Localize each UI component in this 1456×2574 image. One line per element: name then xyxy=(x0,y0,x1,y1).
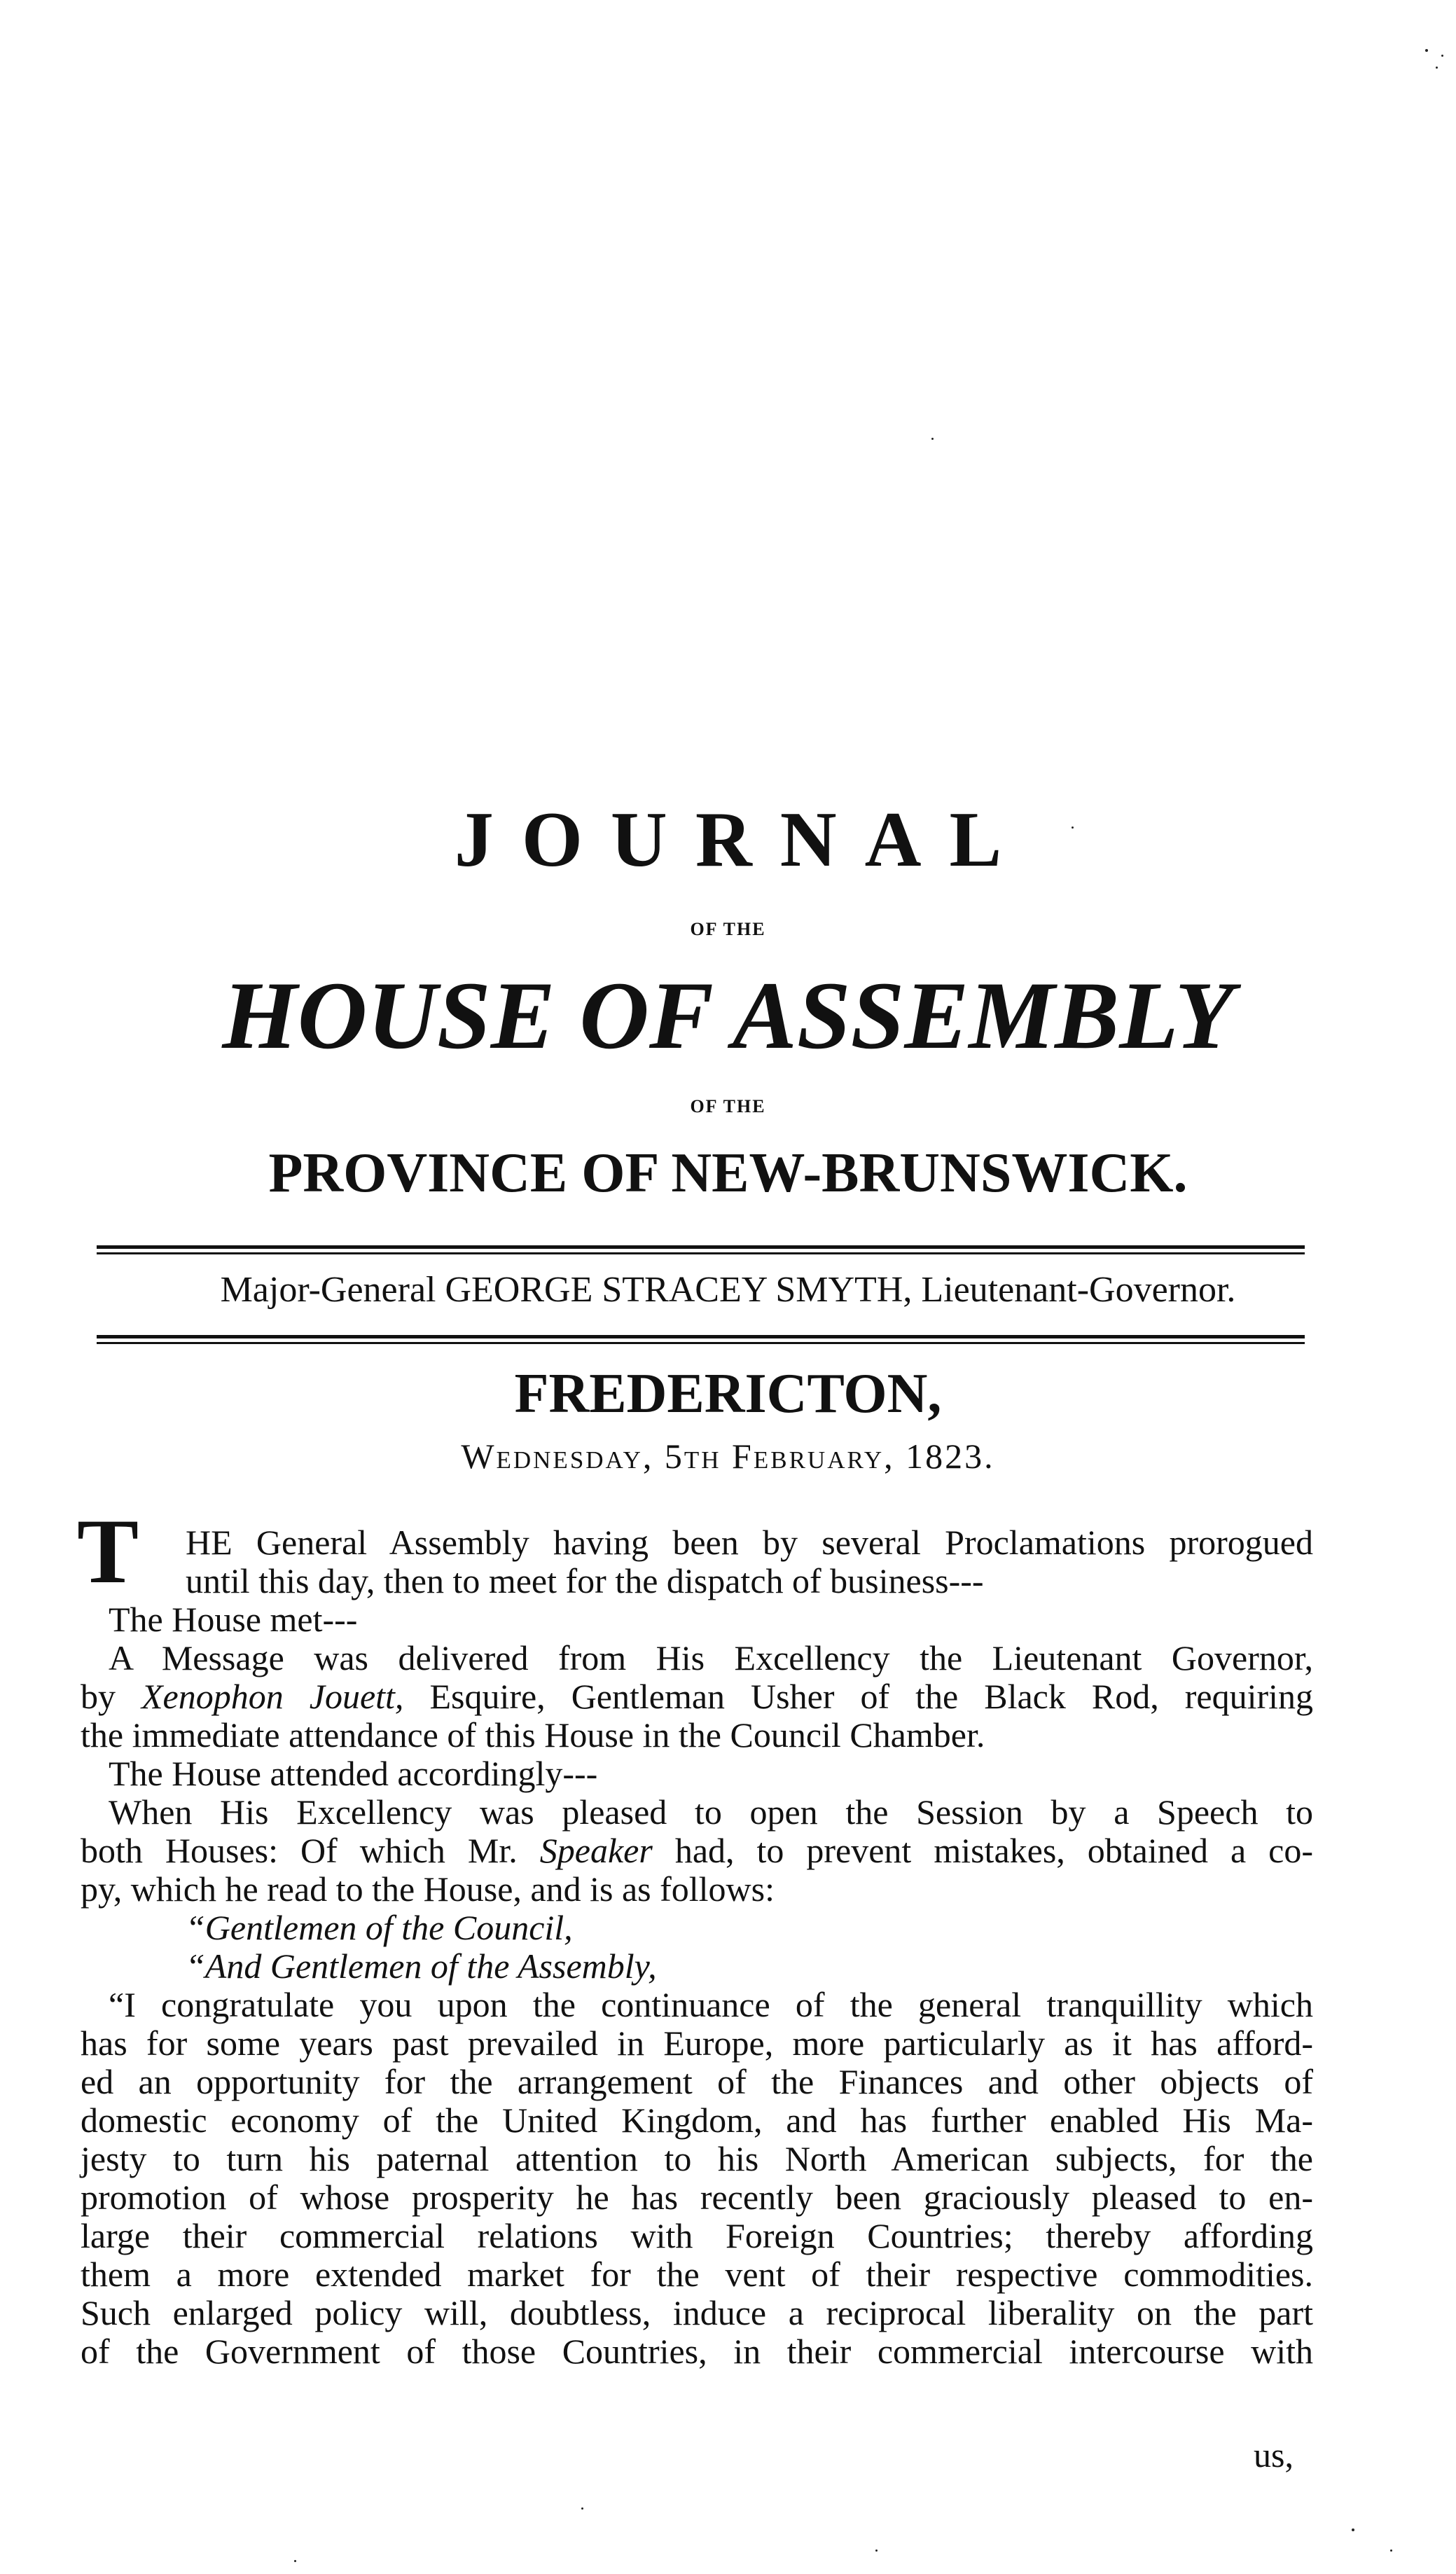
text-line: the immediate attendance of this House in the Council Chamber. xyxy=(81,1715,985,1755)
body-text xyxy=(81,1523,1313,2371)
text-line: ed an opportunity for the arrangement of the Finances and other objects of xyxy=(81,2062,1313,2101)
text-line: large their commercial relations with Foreign Countries; thereby affording xyxy=(81,2216,1313,2255)
scan-speck xyxy=(581,2507,583,2510)
scan-speck xyxy=(931,438,934,440)
text-line: domestic economy of the United Kingdom, and has further enabled His Ma- xyxy=(81,2101,1313,2140)
double-rule-divider xyxy=(97,1335,1305,1344)
scan-speck xyxy=(875,2549,878,2552)
title-house-of-assembly: HOUSE OF ASSEMBLY xyxy=(222,962,1234,1069)
title-province: PROVINCE OF NEW-BRUNSWICK. xyxy=(268,1142,1188,1204)
salutation-line: “And Gentlemen of the Assembly, xyxy=(186,1946,657,1986)
text-line: py, which he read to the House, and is as follows: xyxy=(81,1869,775,1909)
of-the-label: OF THE xyxy=(690,919,766,939)
of-the-label: OF THE xyxy=(690,1096,766,1116)
drop-cap: T xyxy=(77,1500,139,1603)
double-rule-divider xyxy=(97,1245,1305,1254)
text-line: “I congratulate you upon the continuance of the general tranquillity which xyxy=(109,1985,1313,2024)
text-line: until this day, then to meet for the dispatch of business--- xyxy=(186,1561,984,1600)
text-line: A Message was delivered from His Excellency the Lieutenant Governor, xyxy=(109,1638,1313,1677)
text-run: by xyxy=(81,1677,142,1716)
text-line: of the Government of those Countries, in their commercial intercourse with xyxy=(81,2332,1313,2371)
place-heading: FREDERICTON, xyxy=(514,1363,942,1425)
text-line xyxy=(81,1832,1313,1870)
scan-speck xyxy=(294,2560,296,2562)
text-line: The House attended accordingly--- xyxy=(109,1754,598,1793)
scan-speck xyxy=(1425,49,1428,52)
text-line: The House met--- xyxy=(109,1600,358,1639)
text-line xyxy=(81,1677,1313,1716)
text-run-italic: Speaker xyxy=(539,1831,653,1870)
text-run: had, to prevent mistakes, obtained a co- xyxy=(652,1831,1313,1870)
text-run-italic: Xenophon Jouett, xyxy=(141,1677,404,1716)
text-run: both Houses: Of which Mr. xyxy=(81,1831,540,1870)
scan-speck xyxy=(1352,2528,1354,2531)
scan-speck xyxy=(1072,826,1074,829)
text-line: Such enlarged policy will, doubtless, induce a reciprocal liberality on the part xyxy=(81,2293,1313,2332)
catchword: us, xyxy=(1254,2435,1294,2475)
salutation-line: “Gentlemen of the Council, xyxy=(186,1908,573,1947)
text-line: has for some years past prevailed in Europe, more particularly as it has afford- xyxy=(81,2023,1313,2063)
scan-speck xyxy=(1390,2549,1392,2552)
text-line: promotion of whose prosperity he has recently been graciously pleased to en- xyxy=(81,2178,1313,2217)
text-line: them a more extended market for the vent of their respective commodities. xyxy=(81,2255,1313,2294)
governor-line: Major-General GEORGE STRACEY SMYTH, Lieutenant-Governor. xyxy=(220,1270,1236,1310)
text-line: jesty to turn his paternal attention to his North American subjects, for the xyxy=(81,2139,1313,2178)
text-line: When His Excellency was pleased to open the Session by a Speech to xyxy=(109,1792,1313,1832)
title-journal: JOURNAL xyxy=(454,796,1030,883)
date-line: Wednesday, 5th February, 1823. xyxy=(461,1437,995,1476)
scan-speck xyxy=(1436,67,1438,69)
text-run: Esquire, Gentleman Usher of the Black Rod, requiring xyxy=(403,1677,1314,1716)
text-line: HE General Assembly having been by several Proclamations prorogued xyxy=(186,1523,1313,1562)
scan-speck xyxy=(1441,55,1443,57)
